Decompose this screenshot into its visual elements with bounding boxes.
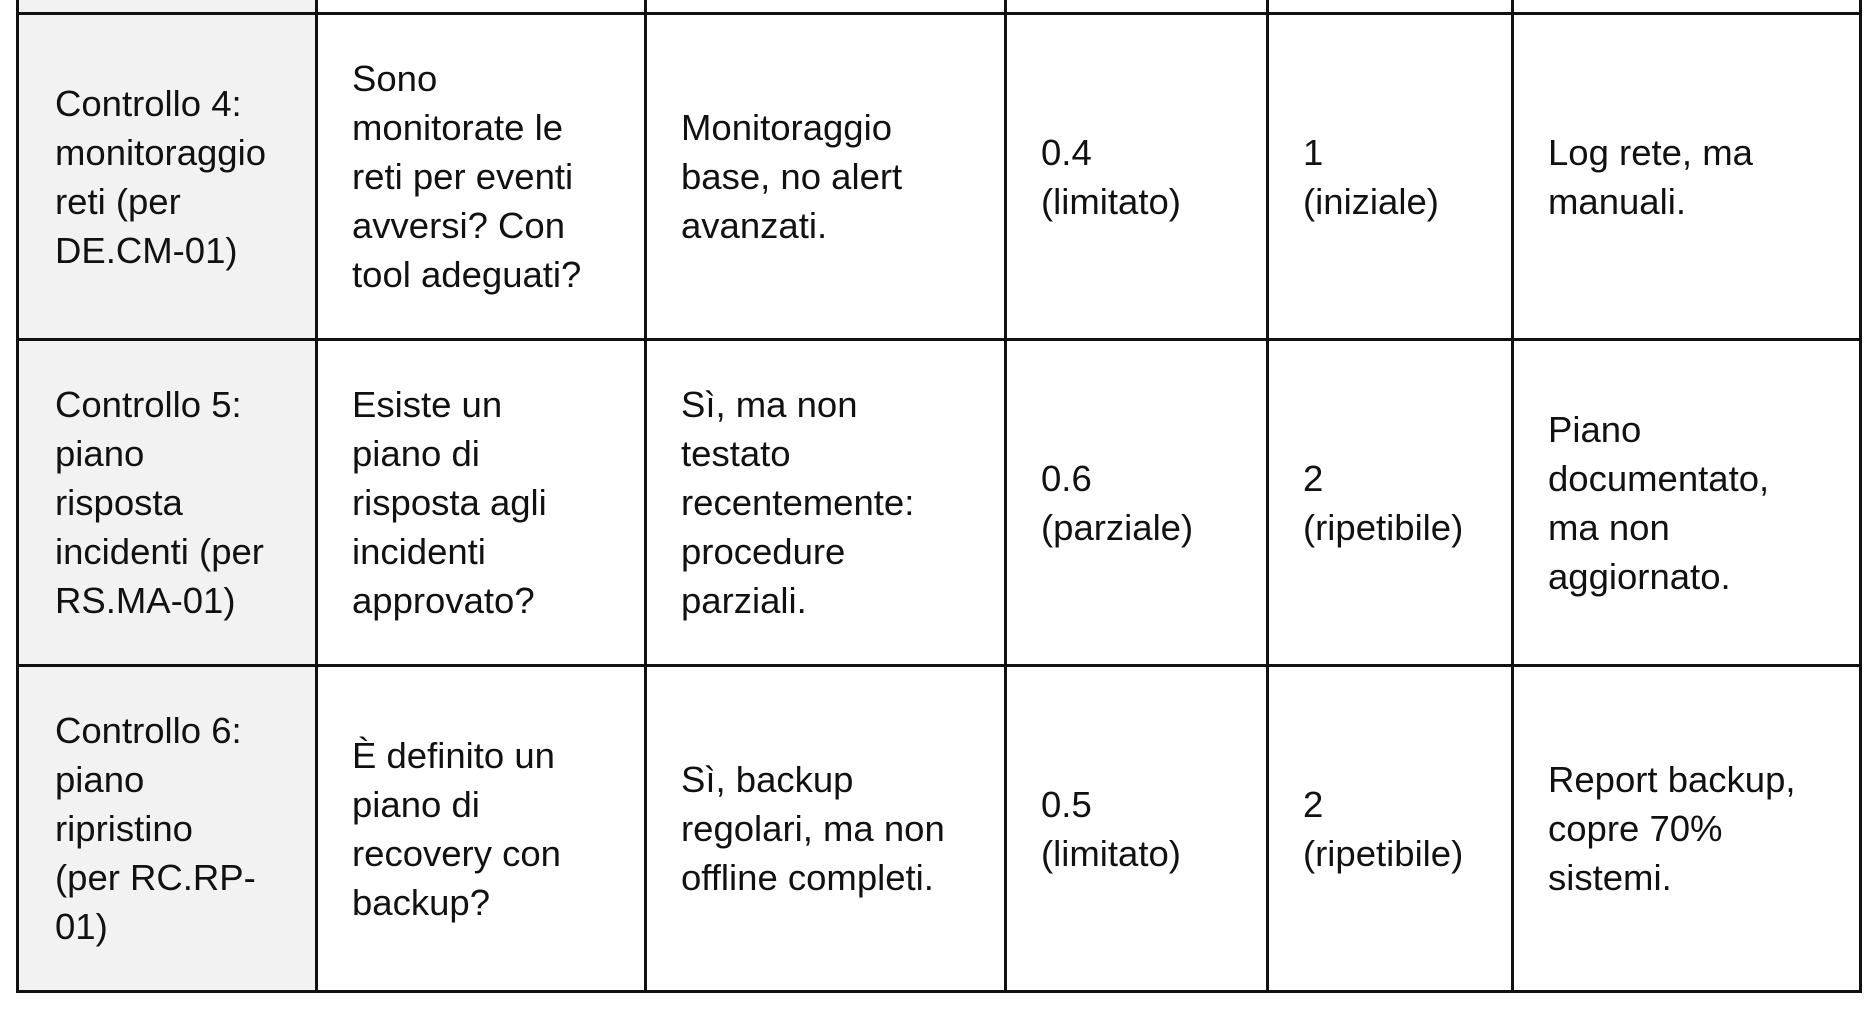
table-cell xyxy=(646,0,1006,14)
table-cell xyxy=(18,0,317,14)
table-row xyxy=(18,14,1861,340)
control-cell: Controllo 4: monitoraggio reti (per DE.CM-01) xyxy=(18,14,317,340)
score-cell: 0.4 (limitato) xyxy=(1006,14,1268,340)
score-cell: 0.6 (parziale) xyxy=(1006,340,1268,666)
question-cell: Sono monitorate le reti per eventi avversi? Con tool adeguati? xyxy=(317,14,646,340)
answer-cell: Sì, backup regolari, ma non offline completi. xyxy=(646,666,1006,992)
maturity-cell: 2 (ripetibile) xyxy=(1268,666,1513,992)
answer-cell: Monitoraggio base, no alert avanzati. xyxy=(646,14,1006,340)
table-row xyxy=(18,666,1861,992)
evidence-cell: Log rete, ma manuali. xyxy=(1513,14,1861,340)
table-row-partial xyxy=(18,0,1861,14)
maturity-cell: 2 (ripetibile) xyxy=(1268,340,1513,666)
control-cell: Controllo 5: piano risposta incidenti (per RS.MA-01) xyxy=(18,340,317,666)
table-cell xyxy=(317,0,646,14)
maturity-cell: 1 (iniziale) xyxy=(1268,14,1513,340)
table-cell xyxy=(1513,0,1861,14)
table-row xyxy=(18,340,1861,666)
table-cell xyxy=(1268,0,1513,14)
question-cell: Esiste un piano di risposta agli incidenti approvato? xyxy=(317,340,646,666)
evidence-cell: Piano documentato, ma non aggiornato. xyxy=(1513,340,1861,666)
assessment-table-container xyxy=(16,0,1859,993)
evidence-cell: Report backup, copre 70% sistemi. xyxy=(1513,666,1861,992)
score-cell: 0.5 (limitato) xyxy=(1006,666,1268,992)
question-cell: È definito un piano di recovery con backup? xyxy=(317,666,646,992)
table-cell xyxy=(1006,0,1268,14)
assessment-table xyxy=(16,0,1862,993)
answer-cell: Sì, ma non testato recentemente: procedure parziali. xyxy=(646,340,1006,666)
control-cell: Controllo 6: piano ripristino (per RC.RP- 01) xyxy=(18,666,317,992)
